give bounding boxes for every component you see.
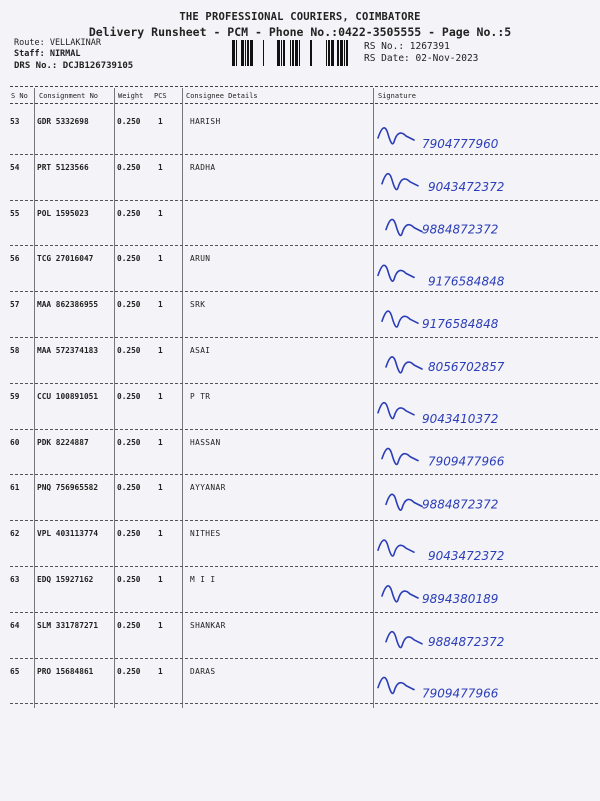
rs-date: RS Date: 02-Nov-2023 <box>364 53 479 64</box>
row-pcs: 1 <box>158 391 163 401</box>
row-consignee: HASSAN <box>190 437 221 447</box>
barcode-bar <box>337 40 339 66</box>
handwritten-phone: 9884872372 <box>422 222 499 237</box>
handwritten-phone: 8056702857 <box>428 360 505 374</box>
meta-right <box>364 41 478 65</box>
rs-number: RS No.: 1267391 <box>364 41 450 52</box>
row-divider <box>10 291 598 292</box>
row-divider <box>10 520 598 521</box>
row-weight: 0.250 <box>117 575 141 584</box>
barcode-bar <box>281 40 282 66</box>
row-weight: 0.250 <box>117 391 141 401</box>
header-consignment: Consignment No <box>39 92 99 100</box>
row-sno: 65 <box>10 666 20 676</box>
row-sno: 55 <box>10 208 20 218</box>
row-sno: 58 <box>10 346 20 355</box>
barcode-bar <box>346 40 348 66</box>
row-pcs: 1 <box>158 162 163 172</box>
table-row <box>0 250 600 295</box>
header-pcs: PCS <box>154 92 167 100</box>
table-row <box>0 113 600 158</box>
row-weight: 0.250 <box>117 346 141 355</box>
company-title: THE PROFESSIONAL COURIERS, COIMBATORE <box>179 11 421 23</box>
barcode-bar <box>344 40 345 66</box>
row-pcs: 1 <box>158 620 163 630</box>
row-consignee: HARISH <box>190 117 221 126</box>
header-divider-bottom <box>10 103 598 104</box>
row-consignee: RADHA <box>190 162 216 172</box>
row-divider <box>10 154 598 155</box>
route-label: Route: VELLAKINAR <box>14 38 101 48</box>
table-row <box>0 617 600 662</box>
row-consignee: M I I <box>190 575 216 584</box>
row-divider <box>10 200 598 201</box>
handwritten-phone: 9894380189 <box>422 592 499 606</box>
row-sno: 57 <box>10 300 20 310</box>
row-weight: 0.250 <box>117 300 141 310</box>
row-consignee: DARAS <box>190 666 216 676</box>
row-consignment: PNQ 756965582 <box>37 483 99 493</box>
runsheet-subtitle: Delivery Runsheet - PCM - Phone No.:0422-3505555 - Page No.:5 <box>88 25 512 39</box>
drs-number: DRS No.: DCJB126739105 <box>14 61 134 71</box>
row-pcs: 1 <box>158 346 163 355</box>
barcode-bar <box>331 40 334 66</box>
barcode-bar <box>326 40 327 66</box>
table-row <box>0 159 600 204</box>
row-consignment: EDQ 15927162 <box>37 575 94 584</box>
table-row <box>0 296 600 341</box>
handwritten-phone: 9043472372 <box>428 549 505 564</box>
row-sno: 61 <box>10 483 20 493</box>
row-sno: 53 <box>10 117 20 126</box>
row-consignment: CCU 100891051 <box>37 391 99 401</box>
barcode-bar <box>247 40 249 66</box>
row-sno: 56 <box>10 254 20 264</box>
barcode-bar <box>232 40 235 66</box>
handwritten-phone: 7909477966 <box>428 454 505 469</box>
row-pcs: 1 <box>158 300 163 310</box>
row-weight: 0.250 <box>117 483 141 493</box>
row-consignment: GDR 5332698 <box>37 117 89 126</box>
row-consignment: POL 1595023 <box>37 208 89 218</box>
row-sno: 54 <box>10 162 20 172</box>
header-sno: S No <box>11 92 28 100</box>
row-divider <box>10 429 598 430</box>
barcode-icon <box>232 40 356 66</box>
row-consignment: PDK 8224887 <box>37 437 89 447</box>
row-consignee: ARUN <box>190 254 211 264</box>
row-weight: 0.250 <box>117 208 141 218</box>
row-sno: 63 <box>10 575 20 584</box>
table-row <box>0 663 600 708</box>
row-weight: 0.250 <box>117 620 141 630</box>
handwritten-phone: 9176584848 <box>428 274 505 289</box>
header-divider-top <box>10 86 598 87</box>
table-row <box>0 388 600 433</box>
row-consignment: TCG 27016047 <box>37 254 94 264</box>
row-sno: 59 <box>10 391 20 401</box>
row-pcs: 1 <box>158 208 163 218</box>
row-consignment: PRO 15684861 <box>37 666 94 676</box>
row-divider <box>10 658 598 659</box>
barcode-bar <box>250 40 253 66</box>
barcode-bar <box>290 40 291 66</box>
row-weight: 0.250 <box>117 162 141 172</box>
table-row <box>0 525 600 570</box>
barcode-bar <box>245 40 246 66</box>
barcode-bar <box>277 40 280 66</box>
header-signature: Signature <box>378 92 416 100</box>
row-pcs: 1 <box>158 254 163 264</box>
row-weight: 0.250 <box>117 666 141 676</box>
row-weight: 0.250 <box>117 117 141 126</box>
row-divider <box>10 612 598 613</box>
handwritten-phone: 9884872372 <box>422 497 499 512</box>
handwritten-phone: 7904777960 <box>422 137 499 151</box>
barcode-bar <box>283 40 285 66</box>
row-sno: 60 <box>10 437 20 447</box>
barcode-bar <box>263 40 264 66</box>
row-pcs: 1 <box>158 529 163 539</box>
row-pcs: 1 <box>158 117 163 126</box>
row-divider <box>10 383 598 384</box>
barcode-bar <box>295 40 298 66</box>
row-consignee: AYYANAR <box>190 483 226 493</box>
row-sno: 64 <box>10 620 20 630</box>
header-weight: Weight <box>118 92 144 100</box>
row-divider <box>10 474 598 475</box>
row-consignee: SHANKAR <box>190 620 226 630</box>
row-consignee: P TR <box>190 391 211 401</box>
barcode-bar <box>328 40 330 66</box>
handwritten-phone: 9176584848 <box>422 317 499 332</box>
row-consignee: SRK <box>190 300 206 310</box>
barcode-bar <box>241 40 244 66</box>
table-row <box>0 434 600 479</box>
row-pcs: 1 <box>158 666 163 676</box>
row-divider <box>10 337 598 338</box>
handwritten-phone: 9043410372 <box>422 411 499 426</box>
row-pcs: 1 <box>158 483 163 493</box>
row-consignment: VPL 403113774 <box>37 529 99 539</box>
row-consignment: MAA 862386955 <box>37 300 99 310</box>
table-row <box>0 205 600 250</box>
row-sno: 62 <box>10 529 20 539</box>
row-divider <box>10 245 598 246</box>
table-row <box>0 479 600 524</box>
barcode-bar <box>299 40 300 66</box>
row-consignment: PRT 5123566 <box>37 162 89 172</box>
table-row <box>0 342 600 387</box>
row-divider <box>10 566 598 567</box>
header-consignee: Consignee Details <box>186 92 258 100</box>
handwritten-phone: 7909477966 <box>422 686 499 701</box>
staff-label: Staff: NIRMAL <box>14 49 81 59</box>
row-pcs: 1 <box>158 575 163 584</box>
row-weight: 0.250 <box>117 529 141 539</box>
row-divider <box>10 703 598 704</box>
row-weight: 0.250 <box>117 254 141 264</box>
barcode-bar <box>292 40 294 66</box>
meta-left <box>14 38 101 60</box>
row-consignee: NITHES <box>190 529 221 539</box>
row-consignment: MAA 572374183 <box>37 346 99 355</box>
handwritten-phone: 9884872372 <box>428 634 505 649</box>
barcode-bar <box>340 40 343 66</box>
row-consignee: ASAI <box>190 346 211 355</box>
handwritten-phone: 9043472372 <box>428 179 505 194</box>
barcode-bar <box>310 40 312 66</box>
row-consignment: SLM 331787271 <box>37 620 99 630</box>
row-pcs: 1 <box>158 437 163 447</box>
row-weight: 0.250 <box>117 437 141 447</box>
table-row <box>0 571 600 616</box>
barcode-bar <box>236 40 237 66</box>
